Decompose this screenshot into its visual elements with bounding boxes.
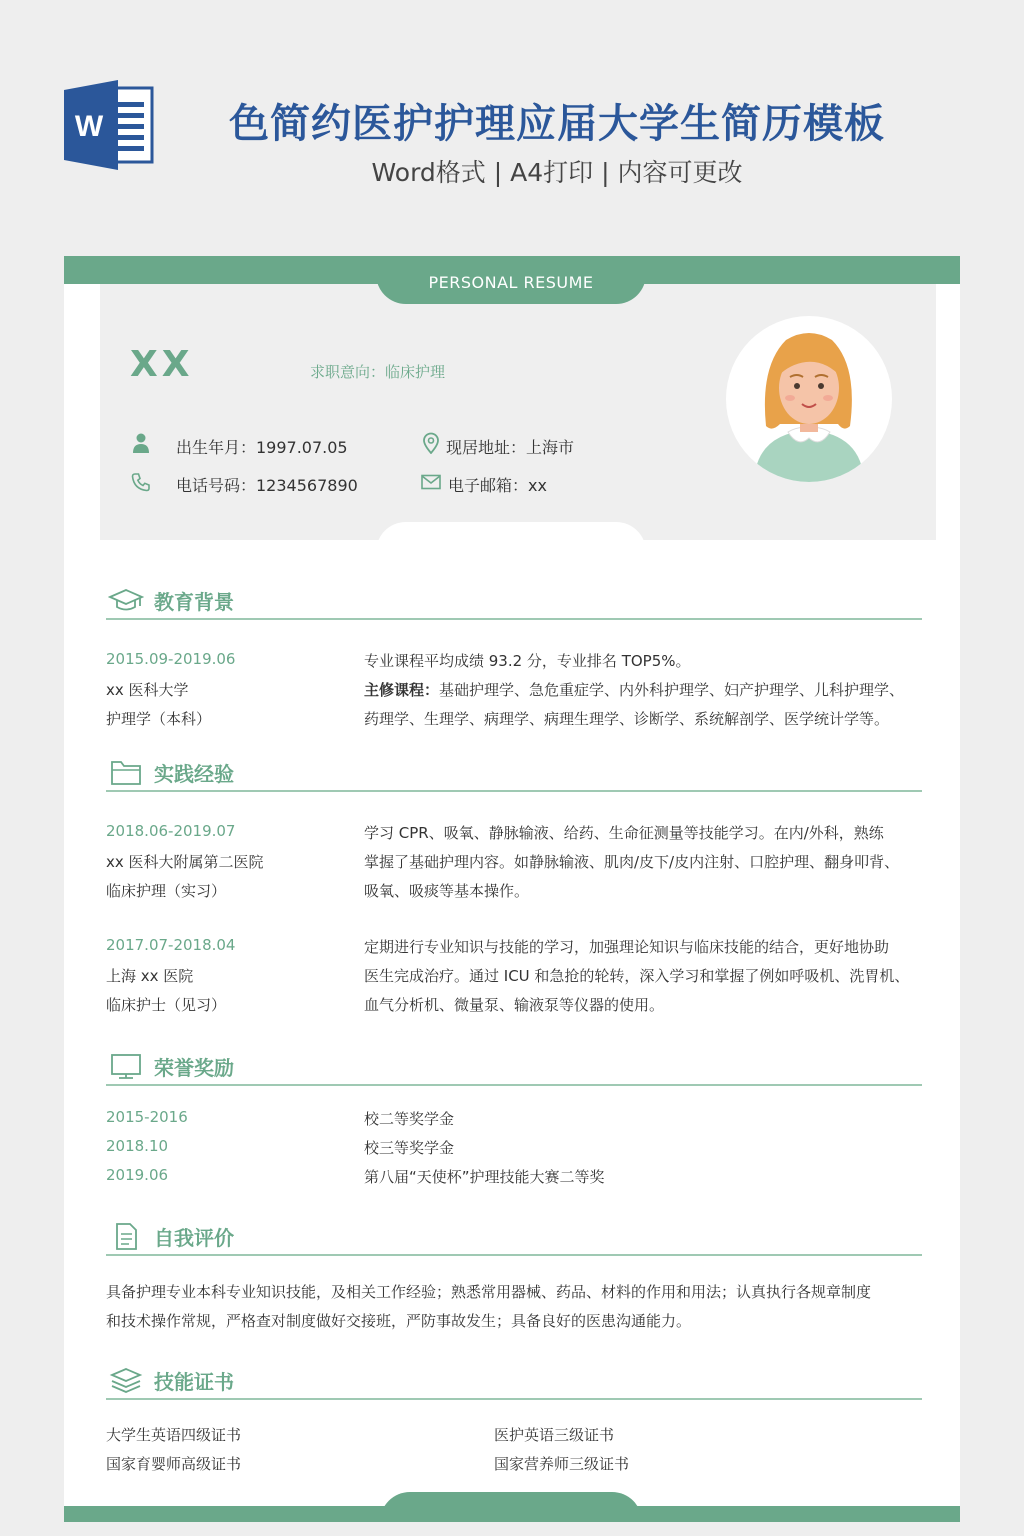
courses-text-2: 药理学、生理学、病理学、病理生理学、诊断学、系统解剖学、医学统计学等。 bbox=[364, 710, 890, 728]
avatar-illustration bbox=[726, 316, 892, 482]
person-icon bbox=[130, 432, 152, 454]
practice-header bbox=[106, 756, 922, 792]
honor-3-date: 2019.06 bbox=[106, 1166, 169, 1184]
self-eval-line-1: 具备护理专业本科专业知识技能，及相关工作经验；熟悉常用器械、药品、材料的作用和用法；认真执行各规章制度 bbox=[106, 1283, 872, 1301]
address: 现居地址：上海市 bbox=[446, 438, 575, 457]
education-header bbox=[106, 584, 922, 620]
skills-header bbox=[106, 1364, 922, 1400]
practice-2-date: 2017.07-2018.04 bbox=[106, 936, 236, 954]
self-eval-header bbox=[106, 1220, 922, 1256]
practice-1-date: 2018.06-2019.07 bbox=[106, 822, 236, 840]
practice-1-org: xx 医科大附属第二医院 bbox=[106, 853, 264, 871]
honor-3-text: 第八届“天使杯”护理技能大赛二等奖 bbox=[364, 1168, 605, 1186]
practice-2-line-2: 医生完成治疗。通过 ICU 和急抢的轮转，深入学习和掌握了例如呼吸机、洗胃机、 bbox=[364, 967, 910, 985]
phone-number: 电话号码：1234567890 bbox=[176, 476, 358, 495]
profile-notch bbox=[376, 522, 646, 562]
education-school: xx 医科大学 bbox=[106, 681, 189, 699]
honor-2-text: 校三等奖学金 bbox=[364, 1139, 455, 1157]
resume-paper bbox=[64, 256, 960, 1522]
graduation-cap-icon bbox=[108, 586, 144, 614]
page-subtitle: Word格式 | A4打印 | 内容可更改 bbox=[371, 158, 743, 187]
folder-icon bbox=[108, 758, 144, 786]
education-date: 2015.09-2019.06 bbox=[106, 650, 236, 668]
birth-date: 出生年月：1997.07.05 bbox=[176, 438, 348, 457]
skills-title: 技能证书 bbox=[154, 1370, 234, 1394]
honor-1-text: 校二等奖学金 bbox=[364, 1110, 455, 1128]
location-icon bbox=[420, 432, 442, 454]
monitor-icon bbox=[108, 1052, 144, 1080]
skill-item: 医护英语三级证书 bbox=[494, 1426, 615, 1444]
bottom-bar bbox=[64, 1506, 960, 1522]
candidate-name: XX bbox=[130, 344, 194, 385]
resume-banner: PERSONAL RESUME bbox=[376, 256, 646, 304]
honors-title: 荣誉奖励 bbox=[154, 1056, 234, 1080]
practice-2-org: 上海 xx 医院 bbox=[106, 967, 194, 985]
svg-text:W: W bbox=[74, 110, 104, 143]
skill-item: 大学生英语四级证书 bbox=[106, 1426, 242, 1444]
honor-2-date: 2018.10 bbox=[106, 1137, 169, 1155]
self-eval-line-2: 和技术操作常规，严格查对制度做好交接班，严防事故发生；具备良好的医患沟通能力。 bbox=[106, 1312, 692, 1330]
layers-icon bbox=[108, 1366, 144, 1394]
education-major: 护理学（本科） bbox=[106, 710, 212, 728]
job-intent: 求职意向：临床护理 bbox=[310, 363, 446, 381]
education-courses bbox=[364, 679, 904, 700]
honors-header bbox=[106, 1050, 922, 1086]
phone-icon bbox=[130, 471, 152, 493]
practice-title: 实践经验 bbox=[154, 762, 234, 786]
practice-1-line-2: 掌握了基础护理内容。如静脉输液、肌肉/皮下/皮内注射、口腔护理、翻身叩背、 bbox=[364, 853, 900, 871]
honor-1-date: 2015-2016 bbox=[106, 1108, 188, 1126]
practice-1-line-3: 吸氧、吸痰等基本操作。 bbox=[364, 882, 530, 900]
education-title: 教育背景 bbox=[154, 590, 234, 614]
practice-1-role: 临床护理（实习） bbox=[106, 882, 227, 900]
education-score: 专业课程平均成绩 93.2 分，专业排名 TOP5%。 bbox=[364, 652, 691, 670]
practice-2-line-3: 血气分析机、微量泵、输液泵等仪器的使用。 bbox=[364, 996, 665, 1014]
skill-item: 国家育婴师高级证书 bbox=[106, 1455, 242, 1473]
avatar bbox=[726, 316, 892, 482]
document-icon bbox=[108, 1222, 144, 1250]
courses-text-1: 基础护理学、急危重症学、内外科护理学、妇产护理学、儿科护理学、 bbox=[439, 681, 905, 699]
practice-2-line-1: 定期进行专业知识与技能的学习，加强理论知识与临床技能的结合，更好地协助 bbox=[364, 938, 890, 956]
skill-item: 国家营养师三级证书 bbox=[494, 1455, 630, 1473]
courses-label: 主修课程： bbox=[364, 681, 440, 699]
page-title: 色简约医护护理应届大学生简历模板 bbox=[229, 101, 885, 147]
practice-2-role: 临床护士（见习） bbox=[106, 996, 227, 1014]
email: 电子邮箱：xx bbox=[448, 476, 547, 495]
self-eval-title: 自我评价 bbox=[154, 1226, 234, 1250]
practice-1-line-1: 学习 CPR、吸氧、静脉输液、给药、生命征测量等技能学习。在内/外科，熟练 bbox=[364, 824, 884, 842]
email-icon bbox=[420, 471, 442, 493]
